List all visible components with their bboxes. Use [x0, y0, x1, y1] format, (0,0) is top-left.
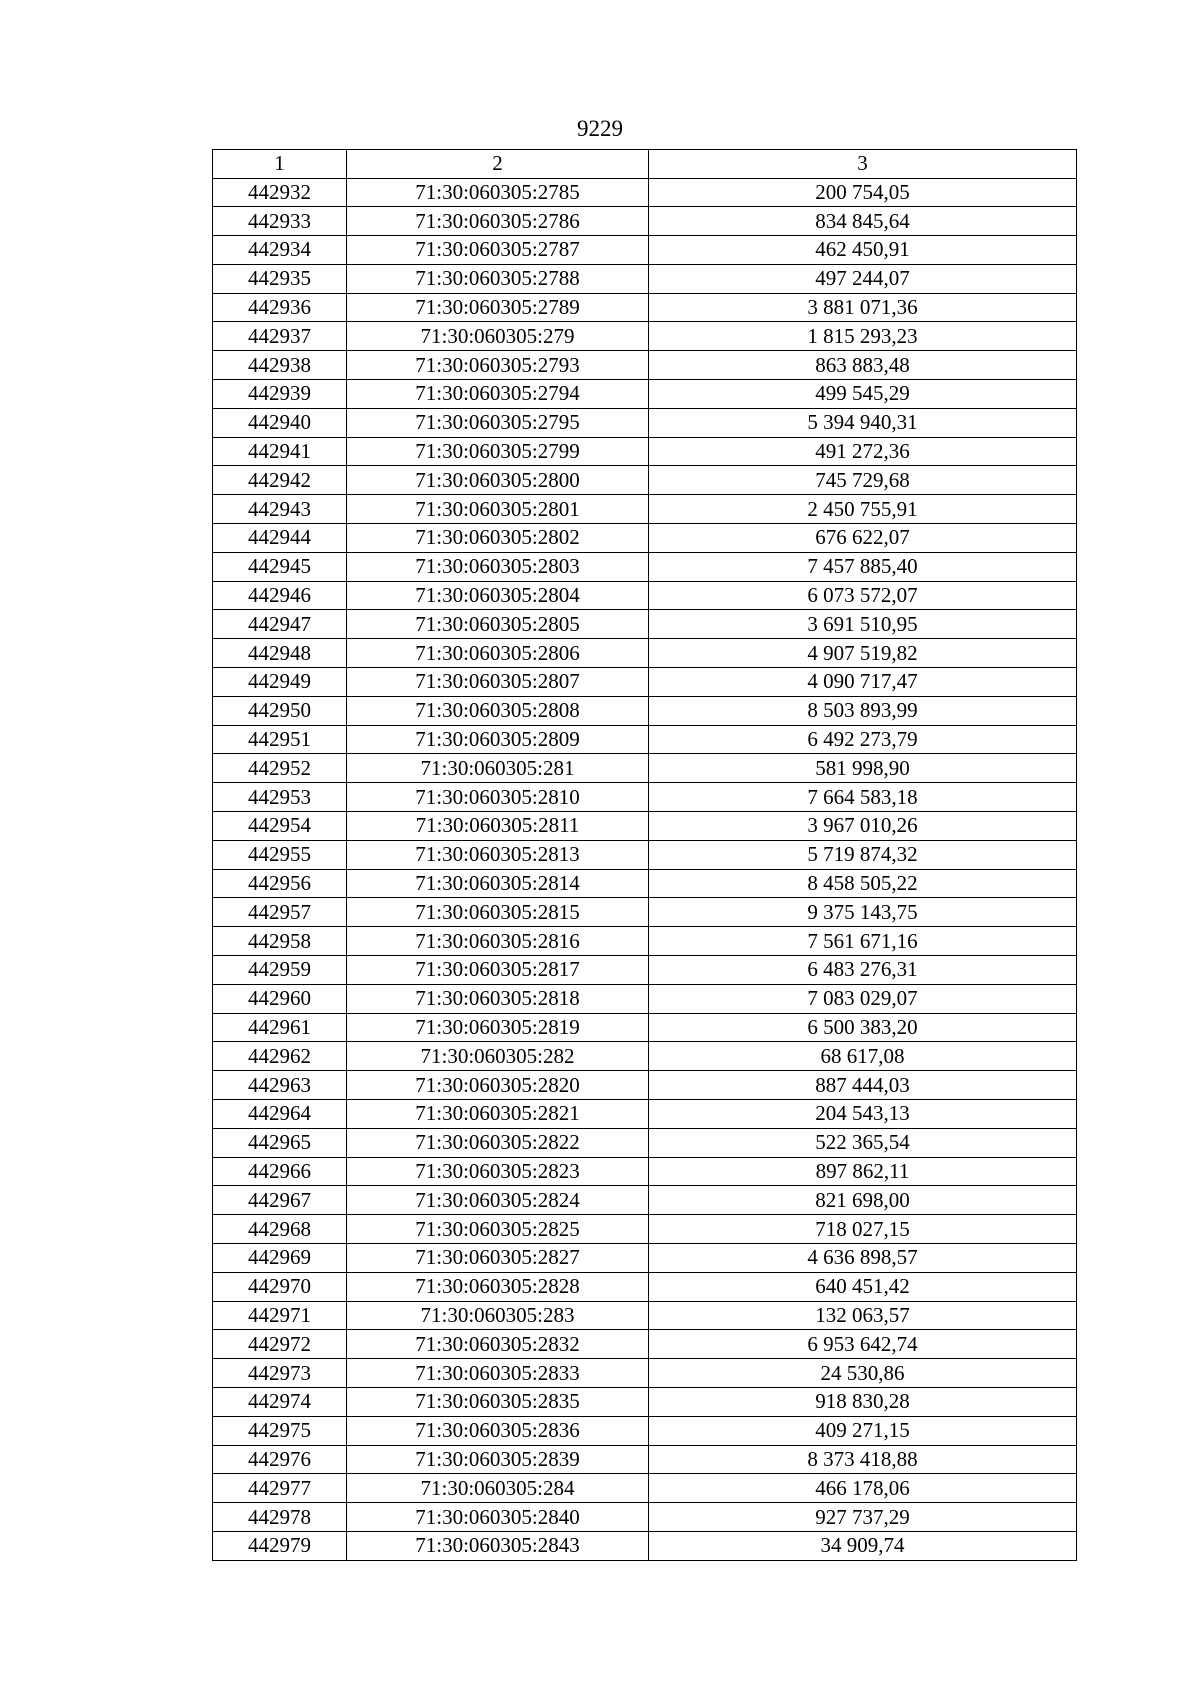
row-number-cell: 442940 — [213, 408, 347, 437]
value-cell: 1 815 293,23 — [649, 322, 1077, 351]
row-number-cell: 442968 — [213, 1215, 347, 1244]
value-cell: 132 063,57 — [649, 1301, 1077, 1330]
cadastral-number-cell: 71:30:060305:2804 — [347, 581, 649, 610]
cadastral-number-cell: 71:30:060305:2815 — [347, 898, 649, 927]
table-row — [213, 1359, 1077, 1388]
row-number-cell: 442947 — [213, 610, 347, 639]
table-row — [213, 1301, 1077, 1330]
table-row — [213, 1128, 1077, 1157]
table-row — [213, 639, 1077, 668]
row-number-cell: 442953 — [213, 783, 347, 812]
row-number-cell: 442946 — [213, 581, 347, 610]
row-number-cell: 442942 — [213, 466, 347, 495]
cadastral-number-cell: 71:30:060305:2805 — [347, 610, 649, 639]
value-cell: 6 953 642,74 — [649, 1330, 1077, 1359]
cadastral-number-cell: 71:30:060305:281 — [347, 754, 649, 783]
table-row — [213, 898, 1077, 927]
cadastral-number-cell: 71:30:060305:2806 — [347, 639, 649, 668]
value-cell: 3 691 510,95 — [649, 610, 1077, 639]
cadastral-number-cell: 71:30:060305:2810 — [347, 783, 649, 812]
table-row — [213, 754, 1077, 783]
value-cell: 4 907 519,82 — [649, 639, 1077, 668]
cadastral-number-cell: 71:30:060305:284 — [347, 1474, 649, 1503]
value-cell: 718 027,15 — [649, 1215, 1077, 1244]
cadastral-number-cell: 71:30:060305:2824 — [347, 1186, 649, 1215]
row-number-cell: 442976 — [213, 1445, 347, 1474]
cadastral-number-cell: 71:30:060305:2811 — [347, 812, 649, 841]
table-row — [213, 351, 1077, 380]
value-cell: 24 530,86 — [649, 1359, 1077, 1388]
value-cell: 4 090 717,47 — [649, 668, 1077, 697]
table-row — [213, 1215, 1077, 1244]
value-cell: 8 503 893,99 — [649, 696, 1077, 725]
cadastral-number-cell: 71:30:060305:279 — [347, 322, 649, 351]
value-cell: 462 450,91 — [649, 236, 1077, 265]
table-row — [213, 236, 1077, 265]
table-row — [213, 1445, 1077, 1474]
value-cell: 522 365,54 — [649, 1128, 1077, 1157]
value-cell: 8 373 418,88 — [649, 1445, 1077, 1474]
value-cell: 491 272,36 — [649, 437, 1077, 466]
value-cell: 6 483 276,31 — [649, 956, 1077, 985]
row-number-cell: 442937 — [213, 322, 347, 351]
row-number-cell: 442935 — [213, 264, 347, 293]
table-row — [213, 610, 1077, 639]
table-row — [213, 1100, 1077, 1129]
row-number-cell: 442934 — [213, 236, 347, 265]
table-row — [213, 1186, 1077, 1215]
value-cell: 2 450 755,91 — [649, 495, 1077, 524]
cadastral-number-cell: 71:30:060305:2807 — [347, 668, 649, 697]
value-cell: 581 998,90 — [649, 754, 1077, 783]
table-row — [213, 322, 1077, 351]
row-number-cell: 442957 — [213, 898, 347, 927]
table-row — [213, 1272, 1077, 1301]
value-cell: 887 444,03 — [649, 1071, 1077, 1100]
value-cell: 5 719 874,32 — [649, 840, 1077, 869]
table-row — [213, 927, 1077, 956]
row-number-cell: 442974 — [213, 1387, 347, 1416]
row-number-cell: 442964 — [213, 1100, 347, 1129]
table-row — [213, 466, 1077, 495]
value-cell: 640 451,42 — [649, 1272, 1077, 1301]
table-row — [213, 264, 1077, 293]
table-row — [213, 524, 1077, 553]
row-number-cell: 442941 — [213, 437, 347, 466]
row-number-cell: 442944 — [213, 524, 347, 553]
table-row — [213, 1416, 1077, 1445]
value-cell: 409 271,15 — [649, 1416, 1077, 1445]
row-number-cell: 442969 — [213, 1243, 347, 1272]
table-row — [213, 1243, 1077, 1272]
table-row — [213, 552, 1077, 581]
cadastral-number-cell: 71:30:060305:283 — [347, 1301, 649, 1330]
row-number-cell: 442955 — [213, 840, 347, 869]
value-cell: 745 729,68 — [649, 466, 1077, 495]
cadastral-number-cell: 71:30:060305:2794 — [347, 380, 649, 409]
registry-table — [212, 149, 1077, 1561]
cadastral-number-cell: 71:30:060305:2787 — [347, 236, 649, 265]
row-number-cell: 442973 — [213, 1359, 347, 1388]
table-row — [213, 668, 1077, 697]
table-row — [213, 1071, 1077, 1100]
row-number-cell: 442938 — [213, 351, 347, 380]
column-header-1: 1 — [213, 150, 347, 179]
value-cell: 821 698,00 — [649, 1186, 1077, 1215]
row-number-cell: 442977 — [213, 1474, 347, 1503]
table-row — [213, 1503, 1077, 1532]
value-cell: 7 457 885,40 — [649, 552, 1077, 581]
row-number-cell: 442975 — [213, 1416, 347, 1445]
table-row — [213, 1013, 1077, 1042]
table-row — [213, 581, 1077, 610]
table-header — [213, 150, 1077, 179]
column-header-3: 3 — [649, 150, 1077, 179]
cadastral-number-cell: 71:30:060305:2840 — [347, 1503, 649, 1532]
cadastral-number-cell: 71:30:060305:2803 — [347, 552, 649, 581]
row-number-cell: 442956 — [213, 869, 347, 898]
row-number-cell: 442951 — [213, 725, 347, 754]
row-number-cell: 442963 — [213, 1071, 347, 1100]
value-cell: 497 244,07 — [649, 264, 1077, 293]
value-cell: 8 458 505,22 — [649, 869, 1077, 898]
value-cell: 4 636 898,57 — [649, 1243, 1077, 1272]
value-cell: 7 083 029,07 — [649, 984, 1077, 1013]
cadastral-number-cell: 71:30:060305:2795 — [347, 408, 649, 437]
row-number-cell: 442952 — [213, 754, 347, 783]
value-cell: 34 909,74 — [649, 1531, 1077, 1560]
row-number-cell: 442949 — [213, 668, 347, 697]
table-row — [213, 408, 1077, 437]
table-row — [213, 495, 1077, 524]
row-number-cell: 442972 — [213, 1330, 347, 1359]
value-cell: 897 862,11 — [649, 1157, 1077, 1186]
row-number-cell: 442933 — [213, 207, 347, 236]
cadastral-number-cell: 71:30:060305:2835 — [347, 1387, 649, 1416]
table-row — [213, 869, 1077, 898]
cadastral-number-cell: 71:30:060305:2802 — [347, 524, 649, 553]
row-number-cell: 442960 — [213, 984, 347, 1013]
table-row — [213, 1531, 1077, 1560]
row-number-cell: 442970 — [213, 1272, 347, 1301]
value-cell: 6 073 572,07 — [649, 581, 1077, 610]
table-body — [213, 178, 1077, 1560]
cadastral-number-cell: 71:30:060305:2820 — [347, 1071, 649, 1100]
cadastral-number-cell: 71:30:060305:2833 — [347, 1359, 649, 1388]
table-row — [213, 437, 1077, 466]
table-row — [213, 1157, 1077, 1186]
cadastral-number-cell: 71:30:060305:2821 — [347, 1100, 649, 1129]
row-number-cell: 442943 — [213, 495, 347, 524]
cadastral-number-cell: 71:30:060305:2839 — [347, 1445, 649, 1474]
value-cell: 927 737,29 — [649, 1503, 1077, 1532]
row-number-cell: 442932 — [213, 178, 347, 207]
row-number-cell: 442961 — [213, 1013, 347, 1042]
value-cell: 6 500 383,20 — [649, 1013, 1077, 1042]
header-row — [213, 150, 1077, 179]
row-number-cell: 442954 — [213, 812, 347, 841]
value-cell: 3 967 010,26 — [649, 812, 1077, 841]
cadastral-number-cell: 71:30:060305:2825 — [347, 1215, 649, 1244]
row-number-cell: 442979 — [213, 1531, 347, 1560]
cadastral-number-cell: 71:30:060305:2836 — [347, 1416, 649, 1445]
cadastral-number-cell: 71:30:060305:2808 — [347, 696, 649, 725]
value-cell: 863 883,48 — [649, 351, 1077, 380]
table-row — [213, 956, 1077, 985]
table-row — [213, 293, 1077, 322]
value-cell: 834 845,64 — [649, 207, 1077, 236]
cadastral-number-cell: 71:30:060305:2809 — [347, 725, 649, 754]
table-row — [213, 1042, 1077, 1071]
table-row — [213, 380, 1077, 409]
table-row — [213, 1387, 1077, 1416]
value-cell: 7 561 671,16 — [649, 927, 1077, 956]
table-row — [213, 725, 1077, 754]
row-number-cell: 442936 — [213, 293, 347, 322]
value-cell: 466 178,06 — [649, 1474, 1077, 1503]
table-row — [213, 1474, 1077, 1503]
table-row — [213, 984, 1077, 1013]
cadastral-number-cell: 71:30:060305:2827 — [347, 1243, 649, 1272]
row-number-cell: 442965 — [213, 1128, 347, 1157]
value-cell: 9 375 143,75 — [649, 898, 1077, 927]
column-header-2: 2 — [347, 150, 649, 179]
table-row — [213, 840, 1077, 869]
table-row — [213, 783, 1077, 812]
table-row — [213, 207, 1077, 236]
cadastral-number-cell: 71:30:060305:2823 — [347, 1157, 649, 1186]
value-cell: 6 492 273,79 — [649, 725, 1077, 754]
value-cell: 499 545,29 — [649, 380, 1077, 409]
cadastral-number-cell: 71:30:060305:2789 — [347, 293, 649, 322]
cadastral-number-cell: 71:30:060305:2828 — [347, 1272, 649, 1301]
cadastral-number-cell: 71:30:060305:2816 — [347, 927, 649, 956]
page-number: 9229 — [577, 116, 623, 141]
value-cell: 7 664 583,18 — [649, 783, 1077, 812]
cadastral-number-cell: 71:30:060305:2785 — [347, 178, 649, 207]
table-row — [213, 696, 1077, 725]
cadastral-number-cell: 71:30:060305:2786 — [347, 207, 649, 236]
row-number-cell: 442967 — [213, 1186, 347, 1215]
row-number-cell: 442948 — [213, 639, 347, 668]
row-number-cell: 442939 — [213, 380, 347, 409]
value-cell: 3 881 071,36 — [649, 293, 1077, 322]
cadastral-number-cell: 71:30:060305:2813 — [347, 840, 649, 869]
cadastral-number-cell: 71:30:060305:2822 — [347, 1128, 649, 1157]
value-cell: 204 543,13 — [649, 1100, 1077, 1129]
row-number-cell: 442950 — [213, 696, 347, 725]
value-cell: 200 754,05 — [649, 178, 1077, 207]
cadastral-number-cell: 71:30:060305:2818 — [347, 984, 649, 1013]
table-row — [213, 1330, 1077, 1359]
row-number-cell: 442962 — [213, 1042, 347, 1071]
row-number-cell: 442966 — [213, 1157, 347, 1186]
row-number-cell: 442971 — [213, 1301, 347, 1330]
table-row — [213, 178, 1077, 207]
cadastral-number-cell: 71:30:060305:2801 — [347, 495, 649, 524]
row-number-cell: 442978 — [213, 1503, 347, 1532]
cadastral-number-cell: 71:30:060305:2819 — [347, 1013, 649, 1042]
cadastral-number-cell: 71:30:060305:2793 — [347, 351, 649, 380]
value-cell: 5 394 940,31 — [649, 408, 1077, 437]
row-number-cell: 442958 — [213, 927, 347, 956]
value-cell: 68 617,08 — [649, 1042, 1077, 1071]
cadastral-number-cell: 71:30:060305:2814 — [347, 869, 649, 898]
value-cell: 918 830,28 — [649, 1387, 1077, 1416]
value-cell: 676 622,07 — [649, 524, 1077, 553]
cadastral-number-cell: 71:30:060305:2843 — [347, 1531, 649, 1560]
cadastral-number-cell: 71:30:060305:282 — [347, 1042, 649, 1071]
cadastral-number-cell: 71:30:060305:2800 — [347, 466, 649, 495]
table-row — [213, 812, 1077, 841]
cadastral-number-cell: 71:30:060305:2832 — [347, 1330, 649, 1359]
row-number-cell: 442945 — [213, 552, 347, 581]
row-number-cell: 442959 — [213, 956, 347, 985]
cadastral-number-cell: 71:30:060305:2799 — [347, 437, 649, 466]
cadastral-number-cell: 71:30:060305:2817 — [347, 956, 649, 985]
cadastral-number-cell: 71:30:060305:2788 — [347, 264, 649, 293]
